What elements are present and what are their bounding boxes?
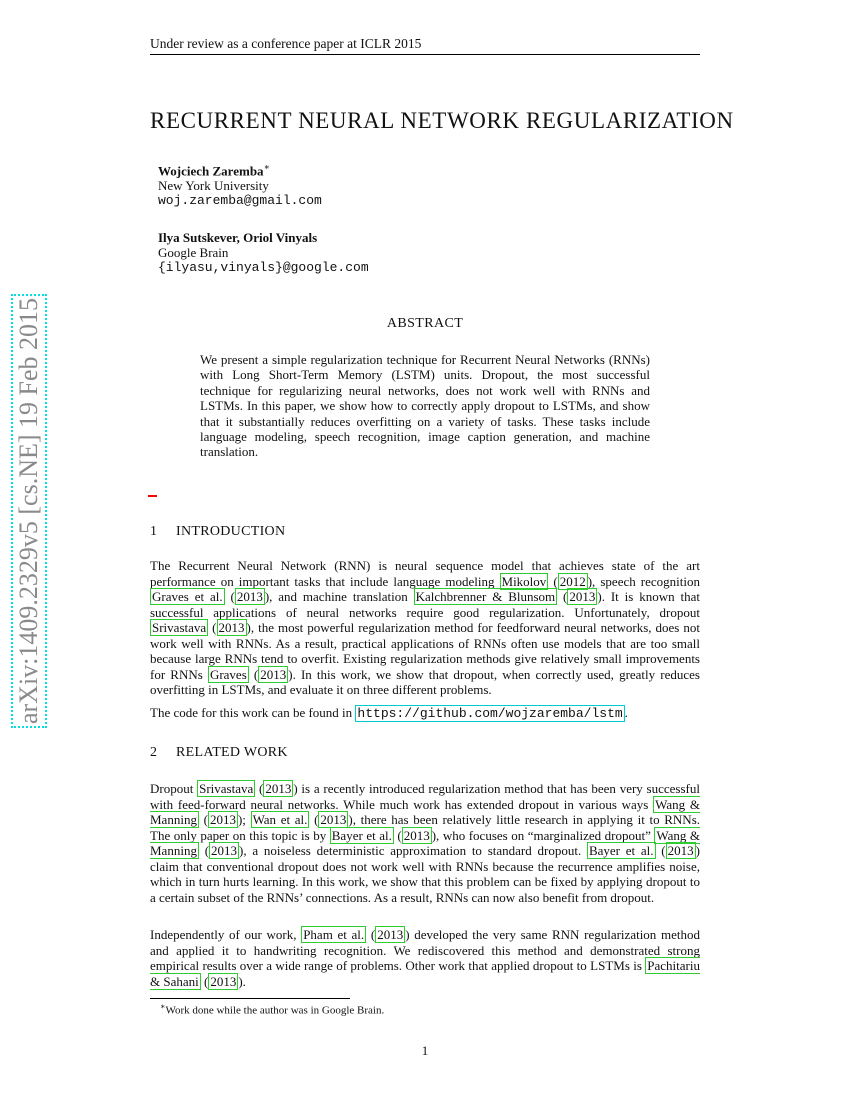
section-2-heading: [150, 745, 288, 761]
citation-link[interactable]: Bayer et al.: [588, 843, 654, 858]
citation-link[interactable]: Graves et al.: [152, 589, 223, 604]
citation-link[interactable]: Bayer et al.: [331, 827, 392, 843]
citation-year-link[interactable]: 2013: [210, 973, 237, 989]
citation-link[interactable]: Srivastava: [199, 781, 254, 796]
citation-year-link[interactable]: 2013: [260, 666, 287, 682]
author-affiliation: Google Brain: [158, 245, 229, 260]
citation-year-link[interactable]: 2013: [667, 843, 694, 858]
abstract-text: We present a simple regularization technique for Recurrent Neural Networks (RNNs) with Long Short-Term Memory (LSTM) units. Dropout, the most successful technique for regularizing neural networks, does not work well with RNNs and LSTMs. In this paper, we show how to correctly apply dropout to LSTMs, and show that it substantially reduces overfitting on a variety of tasks. These tasks include language modeling, speech recognition, image caption generation, and machine translation.: [200, 352, 650, 460]
citation-year-link[interactable]: 2013: [209, 812, 236, 827]
citation-link[interactable]: Wang & Manning: [150, 796, 700, 827]
author-block-1: [158, 160, 322, 209]
author-email[interactable]: {ilyasu,vinyals}@google.com: [158, 260, 369, 275]
citation-link[interactable]: Wan et al.: [252, 812, 308, 827]
arxiv-identifier-link[interactable]: arXiv:1409.2329v5 [cs.NE] 19 Feb 2015: [11, 294, 47, 728]
citation-year-link[interactable]: 2013: [569, 589, 596, 604]
author-email[interactable]: woj.zaremba@gmail.com: [158, 193, 322, 209]
citation-year-link[interactable]: 2013: [377, 927, 404, 942]
citation-link[interactable]: Pham et al.: [303, 927, 365, 942]
section-number: 2: [150, 745, 158, 760]
section-title: RELATED WORK: [176, 745, 288, 760]
citation-link[interactable]: Graves: [209, 666, 247, 682]
code-url-link[interactable]: https://github.com/wojzaremba/lstm: [357, 706, 623, 721]
related-paragraph-2: Independently of our work, Pham et al. ( 2013 ) developed the very same RNN regularization method and applied it to handwriting recognition. We rediscovered this method and demonstrated strong empirical results over a wide range of problems. Other work that applied dropout to LSTMs is Pachitariu & Sahani ( 2013 ).: [150, 927, 700, 989]
running-header: Under review as a conference paper at ICLR 2015: [150, 36, 700, 55]
citation-link[interactable]: Pachitariu & Sahani: [150, 958, 700, 989]
footnote: ∗Work done while the author was in Google Brain.: [160, 1002, 385, 1017]
citation-year-link[interactable]: 2013: [403, 827, 430, 843]
author-block-2: [158, 230, 369, 276]
citation-link[interactable]: Mikolov: [501, 573, 547, 589]
citation-year-link[interactable]: 2012: [559, 573, 586, 589]
related-paragraph-1: Dropout Srivastava ( 2013 ) is a recently introduced regularization method that has been very successful with feed-forward neural networks. While much work has extended dropout in various ways Wang & Manning ( 2013 ); Wan et al. ( 2013 ), there has been relatively little research in applying it to RNNs. The only paper on this topic is by Bayer et al. ( 2013 ), who focuses on “marginalized dropout” Wang & Manning ( 2013 ), a noiseless deterministic approximation to standard dropout. Bayer et al. ( 2013 ) claim that conventional dropout does not work well with RNNs because the recurrence amplifies noise, which in turn hurts learning. In this work, we show that this problem can be fixed by applying dropout to a certain subset of the RNNs’ connections. As a result, RNNs can now also benefit from dropout.: [150, 781, 701, 905]
section-title: INTRODUCTION: [176, 524, 286, 539]
page-number: 1: [421, 1043, 429, 1058]
intro-paragraph-1: The Recurrent Neural Network (RNN) is neural sequence model that achieves state of the art performance on important tasks that include language modeling Mikolov ( 2012 ), speech recognition Graves et al. ( 2013 ), and machine translation Kalchbrenner & Blunsom ( 2013 ). It is known that successful applications of neural networks require good regularization. Unfortunately, dropout Srivastava ( 2013 ), the most powerful regularization method for feedforward neural networks, does not work well with RNNs. As a result, practical applications of RNNs often use models that are too small because large RNNs tend to overfit. Existing regularization methods give relatively small improvements for RNNs Graves ( 2013 ). In this work, we show that dropout, when correctly used, greatly reduces overfitting in LSTMs, and evaluate it on three different problems.: [150, 558, 700, 697]
citation-year-link[interactable]: 2013: [265, 781, 292, 796]
paper-title: RECURRENT NEURAL NETWORK REGULARIZATION: [150, 108, 734, 133]
author-name: Wojciech Zaremba∗: [158, 162, 270, 179]
section-number: 1: [150, 524, 158, 539]
citation-link[interactable]: Kalchbrenner & Blunsom: [415, 589, 556, 604]
author-affiliation: New York University: [158, 178, 269, 194]
citation-link[interactable]: Wang & Manning: [150, 827, 701, 858]
citation-link[interactable]: Srivastava: [152, 620, 207, 635]
intro-paragraph-2: The code for this work can be found in https://github.com/wojzaremba/lstm .: [150, 705, 628, 721]
abstract-heading: ABSTRACT: [386, 316, 464, 331]
citation-year-link[interactable]: 2013: [218, 620, 245, 635]
citation-year-link[interactable]: 2013: [211, 843, 238, 858]
citation-year-link[interactable]: 2013: [236, 589, 263, 604]
red-marker: [148, 495, 157, 497]
footnote-rule: [150, 998, 350, 999]
section-1-heading: [150, 524, 285, 540]
author-name: Ilya Sutskever, Oriol Vinyals: [158, 230, 318, 245]
arxiv-sidebar: [8, 276, 50, 746]
citation-year-link[interactable]: 2013: [320, 812, 347, 827]
